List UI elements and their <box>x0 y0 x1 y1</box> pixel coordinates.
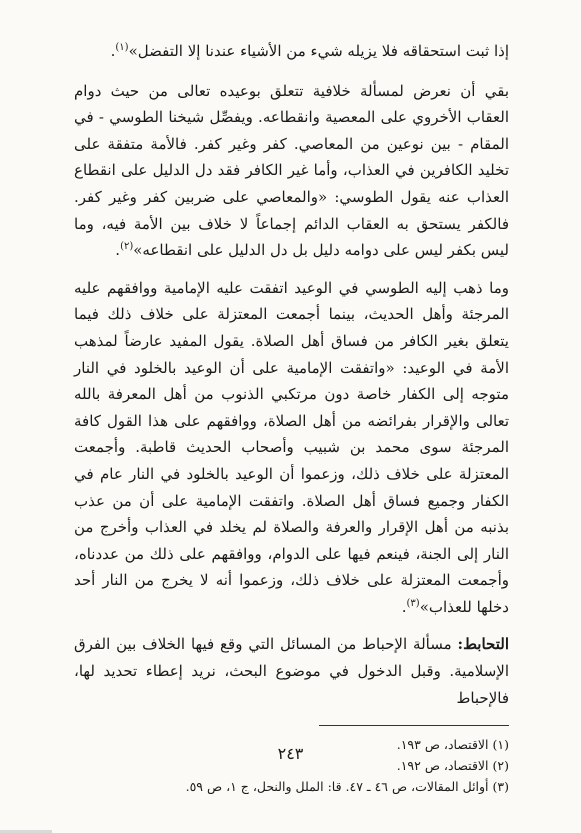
paragraph-2-text: بقي أن نعرض لمسألة خلافية تتعلق بوعيده تعالى من حيث دوام العقاب الأخروي على المعصية وانقطاعه. ويفصِّل شيخنا الطوسي - في المقام - بين نوعين من المعاصي. كفر وغير كفر. فالأمة متفقة على تخليد الكافرين في العذاب، وأما غير الكافر فقد دل الدليل على انقطاع العذاب عنه يقول الطوسي: «والمعاصي على ضربين كفر وغير كفر. فالكفر يستحق به العقاب الدائم إجماعاً لا خلاف بين الأمة فيه، وما ليس بكفر ليس على دوامه دليل بل دل الدليل على انقطاعه» <box>74 81 509 260</box>
paragraph-1-text: إذا ثبت استحقاقه فلا يزيله شيء من الأشياء عندنا إلا التفضل» <box>128 42 509 60</box>
footnote-divider <box>319 725 509 726</box>
page-number: ٢٤٣ <box>277 744 304 763</box>
footnote-ref-3[interactable]: (٣) <box>406 597 420 609</box>
paragraph-1-tail: . <box>110 42 116 60</box>
paragraph-1 <box>74 38 509 65</box>
section-term: التحابط: <box>457 635 509 654</box>
footnote-1: (١) الاقتصاد، ص ١٩٣. <box>396 737 509 753</box>
paragraph-2 <box>74 78 509 264</box>
paragraph-4-text: مسألة الإحباط من المسائل التي وقع فيها الخلاف بين الفرق الإسلامية. وقبل الدخول في موضوع البحث، نريد إعطاء تحديد لها، فالإحباط <box>74 635 509 707</box>
footnote-ref-2[interactable]: (٢) <box>120 241 134 253</box>
paragraph-3-text: وما ذهب إليه الطوسي في الوعيد اتفقت عليه الإمامية ووافقهم عليه المرجئة وأهل الحديث، بينما أجمعت المعتزلة على خلاف ذلك فيما يتعلق بغير الكافر من فساق أهل الصلاة. يقول المفيد عارضاً لمذهب الأمة في الوعيد: «واتفقت الإمامية على أن الوعيد بالخلود في النار متوجه إلى الكفار خاصة دون مرتكبي الذنوب من أهل المعرفة بالله تعالى والإقرار بفرائضه من أهل الصلاة، ووافقهم على هذا القول كافة المرجئة سوى محمد بن شبيب وأصحاب الحديث قاطبة. وأجمعت المعتزلة على خلاف ذلك، وزعموا أن الوعيد بالخلود في النار عام في الكفار وجميع فساق أهل الصلاة. واتفقت الإمامية على أن من عذب بذنبه من أهل الإقرار والعرفة والصلاة لم يخلد في العذاب وأخرج من النار إلى الجنة، فينعم فيها على الدوام، ووافقهم على ذلك من عددناه، وأجمعت المعتزلة على خلاف ذلك، وزعموا أنه لا يخرج من النار أحد دخلها للعذاب» <box>74 278 509 616</box>
paragraph-3 <box>74 275 509 621</box>
footnote-2: (٢) الاقتصاد، ص ١٩٢. <box>396 758 509 774</box>
paragraph-3-tail: . <box>401 597 407 616</box>
paragraph-4 <box>74 631 509 711</box>
footnote-3: (٣) أوائل المقالات، ص ٤٦ ـ ٤٧. قا: الملل والنحل، ج ١، ص ٥٩. <box>185 779 509 795</box>
footnote-ref-1[interactable]: (١) <box>115 42 129 53</box>
paragraph-2-tail: . <box>115 241 121 260</box>
